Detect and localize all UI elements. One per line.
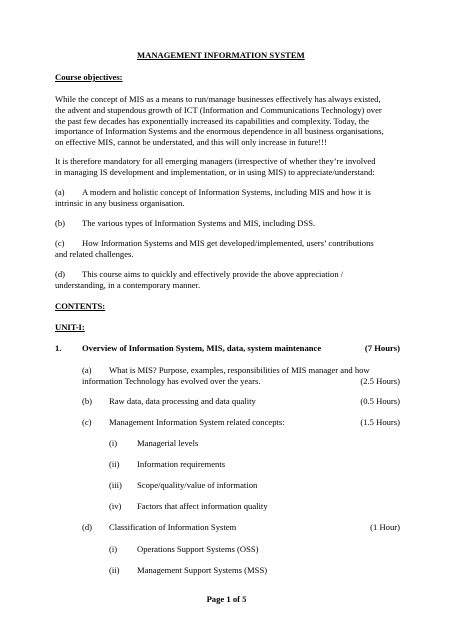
subsection-b <box>82 396 400 407</box>
subsection-label: (a) <box>82 365 92 375</box>
text-line: intrinsic in any business organisation. <box>55 197 185 208</box>
item-label: (b) <box>55 218 66 228</box>
subsection-text: What is MIS? Purpose, examples, responsibilities of MIS manager and how <box>109 365 370 375</box>
subsection-label: (c) <box>82 417 92 427</box>
item-label: (c) <box>55 238 65 248</box>
text-line: and related challenges. <box>55 248 134 259</box>
objective-item-c <box>55 238 374 260</box>
section-hours: (7 Hours) <box>364 343 400 353</box>
objectives-paragraph-2 <box>55 156 376 178</box>
text-line <box>55 269 343 280</box>
text-line: the advent and stupendous growth of ICT (Information and Communications Technology) over <box>55 104 382 115</box>
subsection-d <box>82 522 400 533</box>
item-label: (ii) <box>109 459 120 469</box>
subsection-label: (b) <box>82 396 93 406</box>
course-objectives-heading: Course objectives: <box>55 72 123 82</box>
list-item <box>109 438 198 449</box>
text-line: on effective MIS, cannot be understated, and this will only increase in future!!! <box>55 137 327 148</box>
item-label: (d) <box>55 269 66 279</box>
item-label: (i) <box>109 544 118 554</box>
item-text: Operations Support Systems (OSS) <box>137 544 259 554</box>
item-label: (a) <box>55 187 65 197</box>
item-text: Factors that affect information quality <box>137 501 268 511</box>
item-text: The various types of Information Systems and MIS, including DSS. <box>82 218 316 228</box>
objective-item-b <box>55 218 315 229</box>
objective-item-a <box>55 187 371 209</box>
item-text: A modern and holistic concept of Information Systems, including MIS and how it is <box>82 187 371 197</box>
text-line <box>55 238 374 249</box>
text-line <box>55 187 371 198</box>
subsection-text: Raw data, data processing and data quality <box>109 396 256 406</box>
subsection-hours: (1 Hour) <box>370 522 400 532</box>
item-label: (i) <box>109 438 118 448</box>
objective-item-d <box>55 269 343 291</box>
contents-heading: CONTENTS: <box>55 301 106 311</box>
list-item <box>109 565 267 576</box>
text-line: While the concept of MIS as a means to run/manage businesses effectively has always existed, <box>55 94 381 104</box>
item-text: Management Support Systems (MSS) <box>137 565 268 575</box>
subsection-text: Classification of Information System <box>109 522 237 532</box>
unit-heading: UNIT-I: <box>55 322 85 332</box>
subsection-label: (d) <box>82 522 93 532</box>
text-line: in managing IS development and implementation, or in using MIS) to appreciate/understand: <box>55 166 375 177</box>
subsection-text-continued: information Technology has evolved over the years. <box>82 376 261 386</box>
subsection-text: Management Information System related concepts: <box>109 417 285 427</box>
item-text: How Information Systems and MIS get developed/implemented, users’ contributions <box>82 238 374 248</box>
item-label: (ii) <box>109 565 120 575</box>
section-number: 1. <box>55 343 62 353</box>
item-label: (iv) <box>109 501 122 511</box>
subsection-c <box>82 417 400 428</box>
text-line: importance of Information Systems and the enormous dependence in all business organisations, <box>55 126 384 137</box>
list-item <box>109 459 225 470</box>
subsection-hours: (1.5 Hours) <box>360 417 400 427</box>
subsection-hours: (0.5 Hours) <box>360 396 400 406</box>
list-item <box>109 480 257 491</box>
item-text: Information requirements <box>137 459 226 469</box>
text-line: understanding, in a contemporary manner. <box>55 279 201 290</box>
section-1-header <box>55 343 400 354</box>
list-item <box>109 501 268 512</box>
item-text: This course aims to quickly and effectively provide the above appreciation / <box>82 269 344 279</box>
text-line: the past few decades has exponentially increased its capabilities and complexity. Today, the <box>55 115 370 126</box>
list-item <box>109 544 259 555</box>
objectives-paragraph-1 <box>55 94 384 148</box>
document-title: MANAGEMENT INFORMATION SYSTEM <box>137 50 305 60</box>
text-line: It is therefore mandatory for all emerging managers (irrespective of whether they’re involved <box>55 156 376 166</box>
item-label: (iii) <box>109 480 122 490</box>
item-text: Scope/quality/value of information <box>137 480 258 490</box>
subsection-a <box>82 365 400 387</box>
item-text: Managerial levels <box>137 438 199 448</box>
section-title: Overview of Information System, MIS, data, system maintenance <box>82 343 322 353</box>
subsection-hours: (2.5 Hours) <box>360 376 400 386</box>
page-number: Page 1 of 5 <box>206 594 247 604</box>
